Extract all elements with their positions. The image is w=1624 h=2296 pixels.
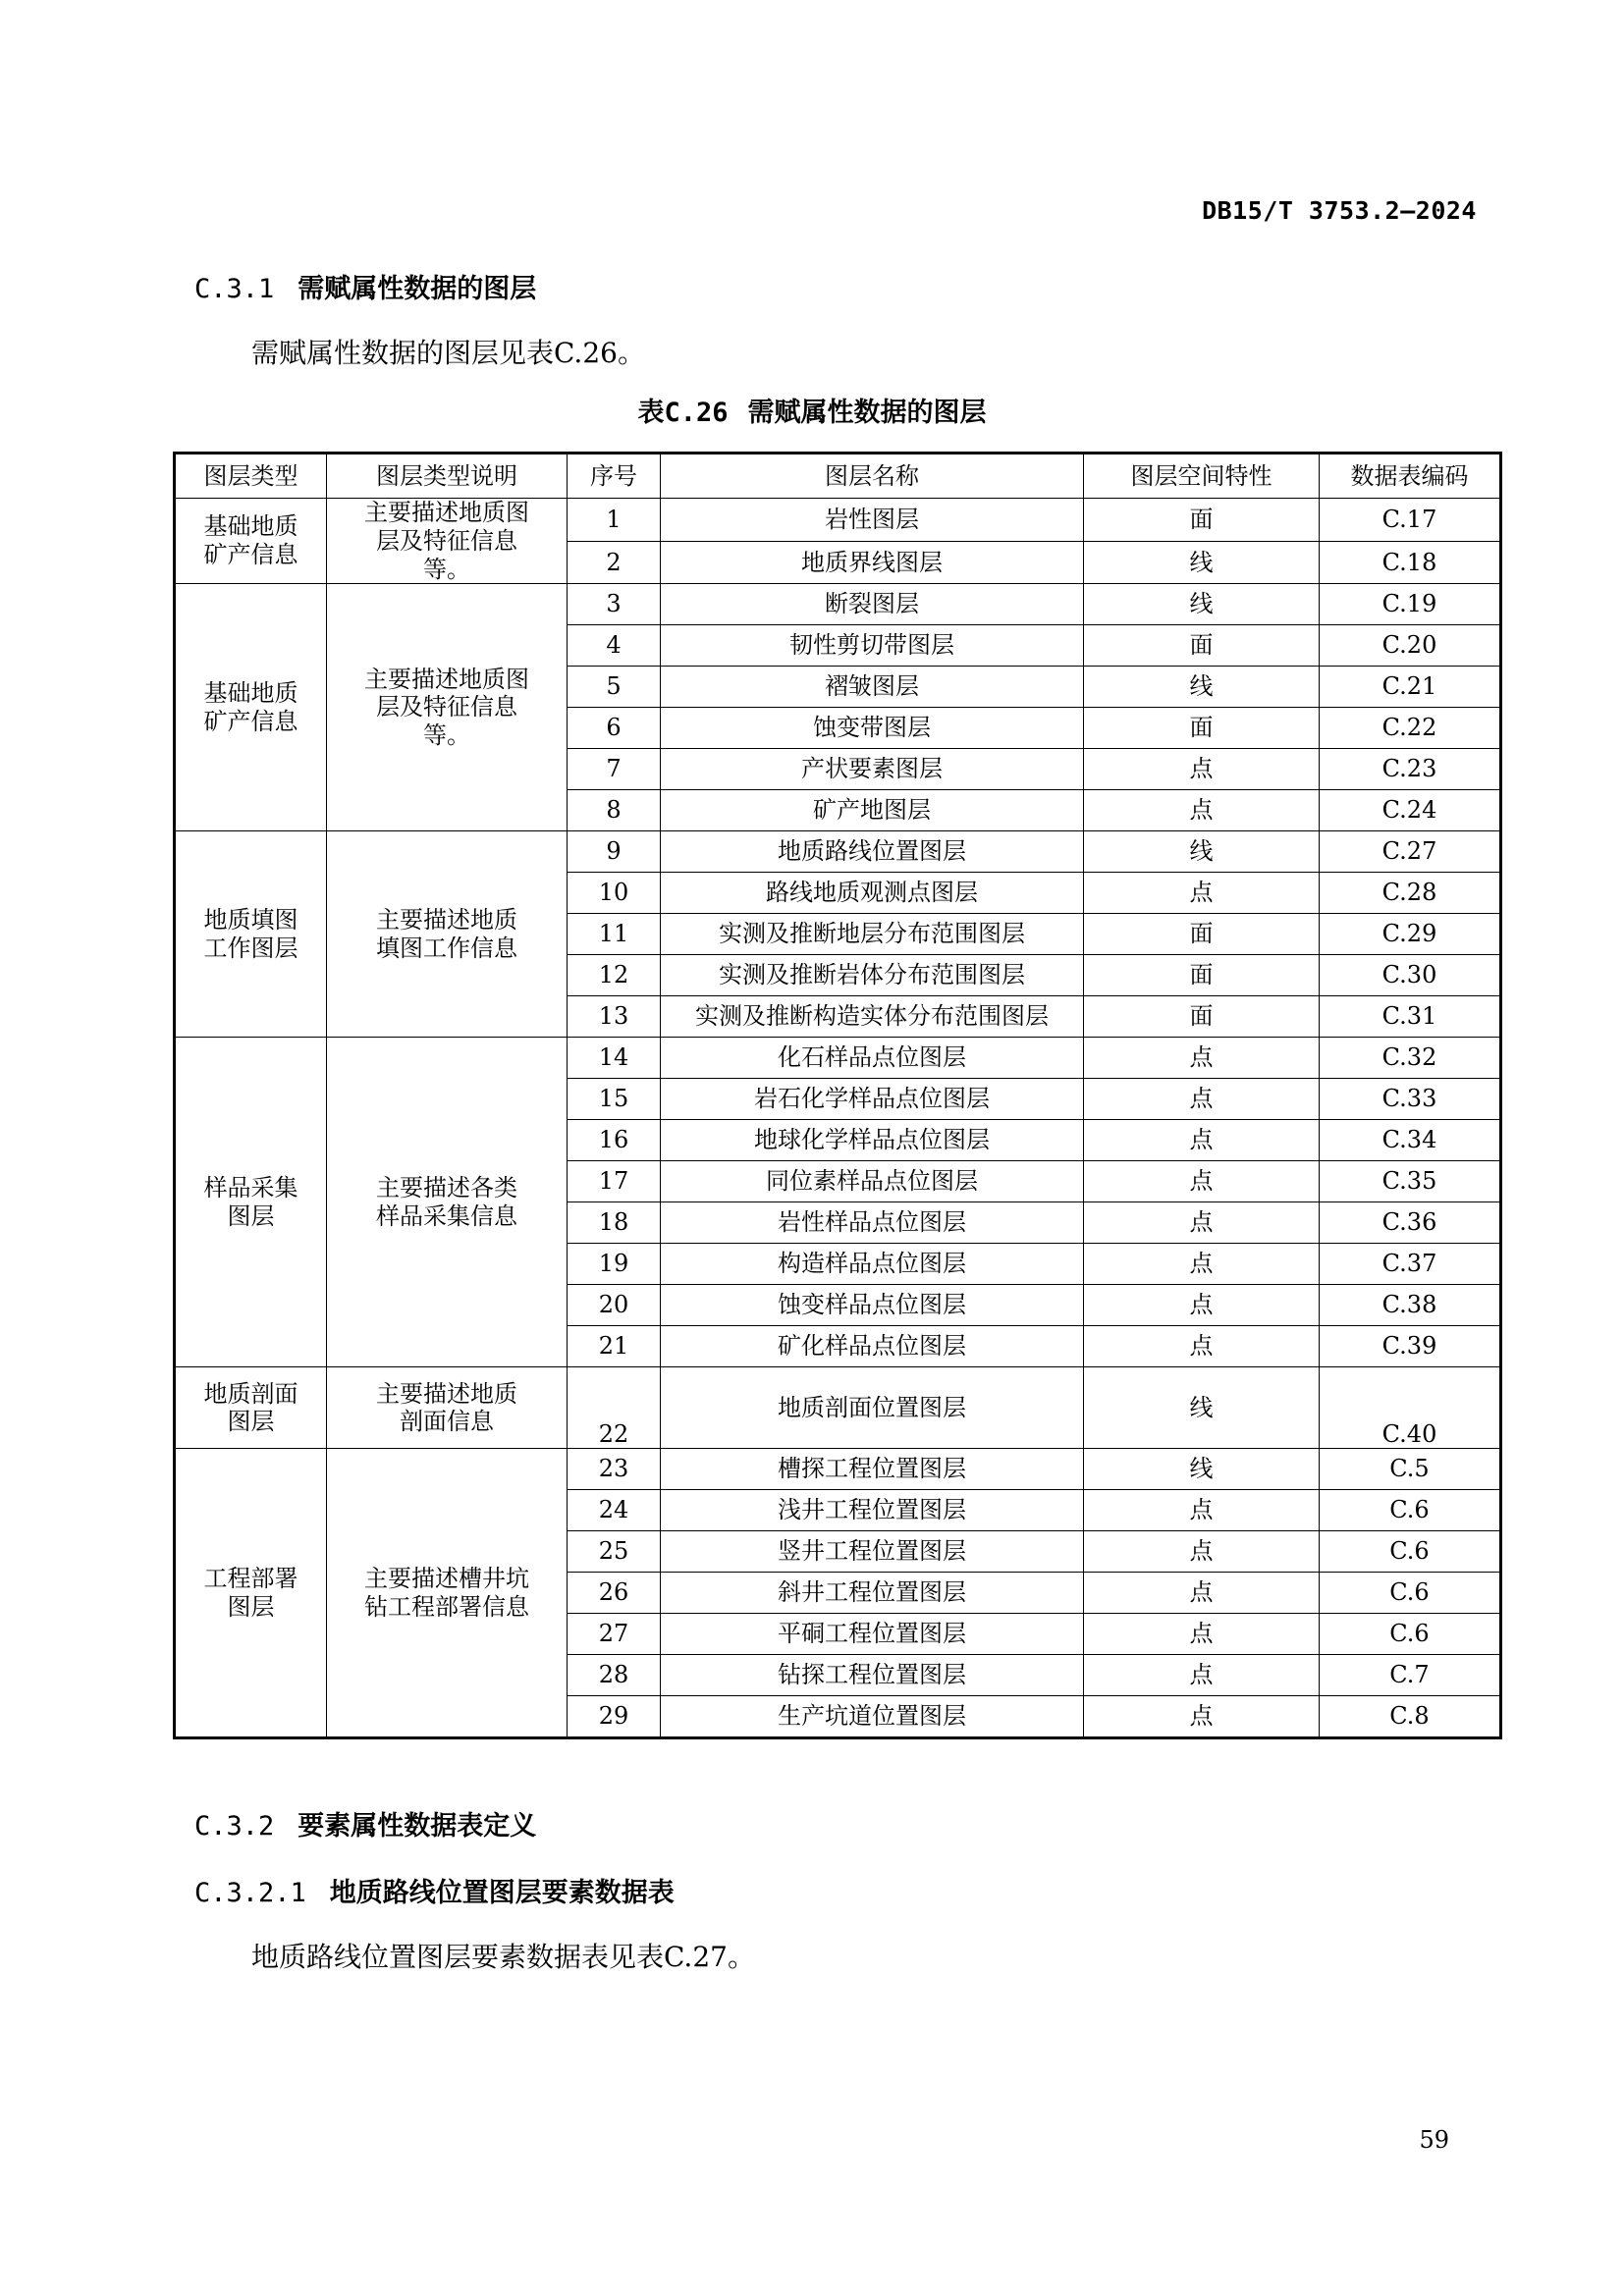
section-heading-c32 [194, 1804, 536, 1842]
table-row [175, 584, 1501, 625]
row-number: 10 [568, 873, 661, 914]
table-number: 表C.26 [637, 398, 729, 428]
layer-type-desc-cell: 主要描述槽井坑钻工程部署信息 [327, 1449, 568, 1738]
table-caption [0, 391, 1624, 429]
row-number: 9 [568, 831, 661, 873]
table-code: C.6 [1320, 1490, 1501, 1531]
column-header: 图层空间特性 [1084, 454, 1320, 499]
table-code: C.32 [1320, 1038, 1501, 1079]
layer-name: 化石样品点位图层 [661, 1038, 1084, 1079]
layer-name: 矿化样品点位图层 [661, 1326, 1084, 1367]
table-code: C.22 [1320, 708, 1501, 749]
layer-name: 产状要素图层 [661, 749, 1084, 790]
spatial-type: 点 [1084, 1120, 1320, 1161]
layer-name: 钻探工程位置图层 [661, 1655, 1084, 1696]
table-code: C.39 [1320, 1326, 1501, 1367]
row-number: 24 [568, 1490, 661, 1531]
row-number: 22 [568, 1367, 661, 1449]
paragraph-c321: 地质路线位置图层要素数据表见表C.27。 [251, 1941, 755, 1973]
table-code: C.8 [1320, 1696, 1501, 1738]
row-number: 1 [568, 499, 661, 542]
spatial-type: 线 [1084, 667, 1320, 708]
table-row [175, 1367, 1501, 1449]
layer-name: 地球化学样品点位图层 [661, 1120, 1084, 1161]
layer-name: 槽探工程位置图层 [661, 1449, 1084, 1490]
layer-type-desc-cell: 主要描述各类样品采集信息 [327, 1038, 568, 1367]
table-row [175, 831, 1501, 873]
spatial-type: 面 [1084, 996, 1320, 1038]
section-heading-c321 [194, 1871, 675, 1909]
row-number: 3 [568, 584, 661, 625]
layer-type-desc-cell: 主要描述地质图层及特征信息等。 [327, 584, 568, 831]
spatial-type: 面 [1084, 914, 1320, 955]
layer-type-desc-cell: 主要描述地质填图工作信息 [327, 831, 568, 1038]
layer-name: 同位素样品点位图层 [661, 1161, 1084, 1202]
row-number: 19 [568, 1244, 661, 1285]
layer-name: 岩性样品点位图层 [661, 1202, 1084, 1244]
section-title: 地质路线位置图层要素数据表 [329, 1878, 675, 1908]
layer-name: 实测及推断构造实体分布范围图层 [661, 996, 1084, 1038]
table-row [175, 1038, 1501, 1079]
table-code: C.18 [1320, 541, 1501, 584]
table-code: C.19 [1320, 584, 1501, 625]
spatial-type: 面 [1084, 708, 1320, 749]
spatial-type: 点 [1084, 1490, 1320, 1531]
row-number: 21 [568, 1326, 661, 1367]
spatial-type: 线 [1084, 831, 1320, 873]
row-number: 4 [568, 625, 661, 667]
layer-name: 断裂图层 [661, 584, 1084, 625]
spatial-type: 点 [1084, 1244, 1320, 1285]
spatial-type: 点 [1084, 749, 1320, 790]
column-header: 图层类型 [175, 454, 327, 499]
layer-type-cell: 地质剖面图层 [175, 1367, 327, 1449]
column-header: 图层类型说明 [327, 454, 568, 499]
layer-name: 路线地质观测点图层 [661, 873, 1084, 914]
table-code: C.21 [1320, 667, 1501, 708]
layer-name: 生产坑道位置图层 [661, 1696, 1084, 1738]
layer-type-cell: 基础地质矿产信息 [175, 499, 327, 584]
table-code: C.28 [1320, 873, 1501, 914]
layer-name: 岩石化学样品点位图层 [661, 1079, 1084, 1120]
spatial-type: 线 [1084, 541, 1320, 584]
layer-name: 矿产地图层 [661, 790, 1084, 831]
table-code: C.34 [1320, 1120, 1501, 1161]
table-code: C.33 [1320, 1079, 1501, 1120]
row-number: 25 [568, 1531, 661, 1573]
table-code: C.6 [1320, 1573, 1501, 1614]
table-code: C.31 [1320, 996, 1501, 1038]
table-code: C.37 [1320, 1244, 1501, 1285]
section-number: C.3.1 [194, 274, 275, 304]
spatial-type: 面 [1084, 499, 1320, 542]
spatial-type: 面 [1084, 625, 1320, 667]
table-code: C.6 [1320, 1531, 1501, 1573]
table-code: C.40 [1320, 1367, 1501, 1449]
table-row [175, 499, 1501, 542]
row-number: 29 [568, 1696, 661, 1738]
row-number: 6 [568, 708, 661, 749]
spatial-type: 点 [1084, 873, 1320, 914]
table-code: C.24 [1320, 790, 1501, 831]
table-code: C.6 [1320, 1614, 1501, 1655]
table-row [175, 1449, 1501, 1490]
section-title: 需赋属性数据的图层 [298, 274, 537, 304]
row-number: 15 [568, 1079, 661, 1120]
row-number: 7 [568, 749, 661, 790]
paragraph-c31: 需赋属性数据的图层见表C.26。 [251, 337, 645, 369]
section-number: C.3.2 [194, 1811, 275, 1842]
layer-name: 地质剖面位置图层 [661, 1367, 1084, 1449]
layer-name: 竖井工程位置图层 [661, 1531, 1084, 1573]
row-number: 16 [568, 1120, 661, 1161]
layer-type-desc-cell: 主要描述地质图层及特征信息等。 [327, 499, 568, 584]
table-code: C.20 [1320, 625, 1501, 667]
spatial-type: 点 [1084, 1326, 1320, 1367]
row-number: 26 [568, 1573, 661, 1614]
table-code: C.38 [1320, 1285, 1501, 1326]
layer-name: 地质路线位置图层 [661, 831, 1084, 873]
spatial-type: 线 [1084, 584, 1320, 625]
spatial-type: 线 [1084, 1449, 1320, 1490]
spatial-type: 点 [1084, 1696, 1320, 1738]
spatial-type: 点 [1084, 1079, 1320, 1120]
spatial-type: 点 [1084, 1614, 1320, 1655]
section-heading-c31 [194, 267, 536, 305]
column-header: 序号 [568, 454, 661, 499]
table-code: C.30 [1320, 955, 1501, 996]
spatial-type: 点 [1084, 1655, 1320, 1696]
table-code: C.27 [1320, 831, 1501, 873]
table-code: C.36 [1320, 1202, 1501, 1244]
spatial-type: 点 [1084, 1202, 1320, 1244]
layer-type-cell: 样品采集图层 [175, 1038, 327, 1367]
layer-name: 岩性图层 [661, 499, 1084, 542]
layer-name: 实测及推断岩体分布范围图层 [661, 955, 1084, 996]
row-number: 13 [568, 996, 661, 1038]
layer-name: 构造样品点位图层 [661, 1244, 1084, 1285]
row-number: 11 [568, 914, 661, 955]
spatial-type: 点 [1084, 790, 1320, 831]
column-header: 数据表编码 [1320, 454, 1501, 499]
spatial-type: 线 [1084, 1367, 1320, 1449]
spatial-type: 面 [1084, 955, 1320, 996]
table-code: C.17 [1320, 499, 1501, 542]
layer-type-cell: 基础地质矿产信息 [175, 584, 327, 831]
row-number: 17 [568, 1161, 661, 1202]
layer-name: 实测及推断地层分布范围图层 [661, 914, 1084, 955]
layer-name: 地质界线图层 [661, 541, 1084, 584]
table-code: C.5 [1320, 1449, 1501, 1490]
row-number: 5 [568, 667, 661, 708]
column-header: 图层名称 [661, 454, 1084, 499]
layers-table [173, 452, 1502, 1739]
layer-name: 浅井工程位置图层 [661, 1490, 1084, 1531]
layer-name: 韧性剪切带图层 [661, 625, 1084, 667]
spatial-type: 点 [1084, 1285, 1320, 1326]
table-code: C.35 [1320, 1161, 1501, 1202]
table-header-row [175, 454, 1501, 499]
row-number: 2 [568, 541, 661, 584]
row-number: 14 [568, 1038, 661, 1079]
row-number: 20 [568, 1285, 661, 1326]
table-code: C.23 [1320, 749, 1501, 790]
spatial-type: 点 [1084, 1038, 1320, 1079]
layer-name: 斜井工程位置图层 [661, 1573, 1084, 1614]
section-title: 要素属性数据表定义 [298, 1811, 537, 1842]
row-number: 27 [568, 1614, 661, 1655]
row-number: 12 [568, 955, 661, 996]
layer-name: 蚀变带图层 [661, 708, 1084, 749]
layer-name: 褶皱图层 [661, 667, 1084, 708]
document-code: DB15/T 3753.2—2024 [1202, 196, 1477, 225]
layer-type-cell: 工程部署图层 [175, 1449, 327, 1738]
spatial-type: 点 [1084, 1161, 1320, 1202]
row-number: 23 [568, 1449, 661, 1490]
layer-type-desc-cell: 主要描述地质剖面信息 [327, 1367, 568, 1449]
row-number: 8 [568, 790, 661, 831]
table-title: 需赋属性数据的图层 [747, 398, 987, 428]
table-code: C.7 [1320, 1655, 1501, 1696]
page-number: 59 [1419, 2126, 1449, 2154]
table-code: C.29 [1320, 914, 1501, 955]
row-number: 18 [568, 1202, 661, 1244]
layer-name: 平硐工程位置图层 [661, 1614, 1084, 1655]
spatial-type: 点 [1084, 1531, 1320, 1573]
layer-type-cell: 地质填图工作图层 [175, 831, 327, 1038]
spatial-type: 点 [1084, 1573, 1320, 1614]
layer-name: 蚀变样品点位图层 [661, 1285, 1084, 1326]
section-number: C.3.2.1 [194, 1878, 306, 1908]
row-number: 28 [568, 1655, 661, 1696]
